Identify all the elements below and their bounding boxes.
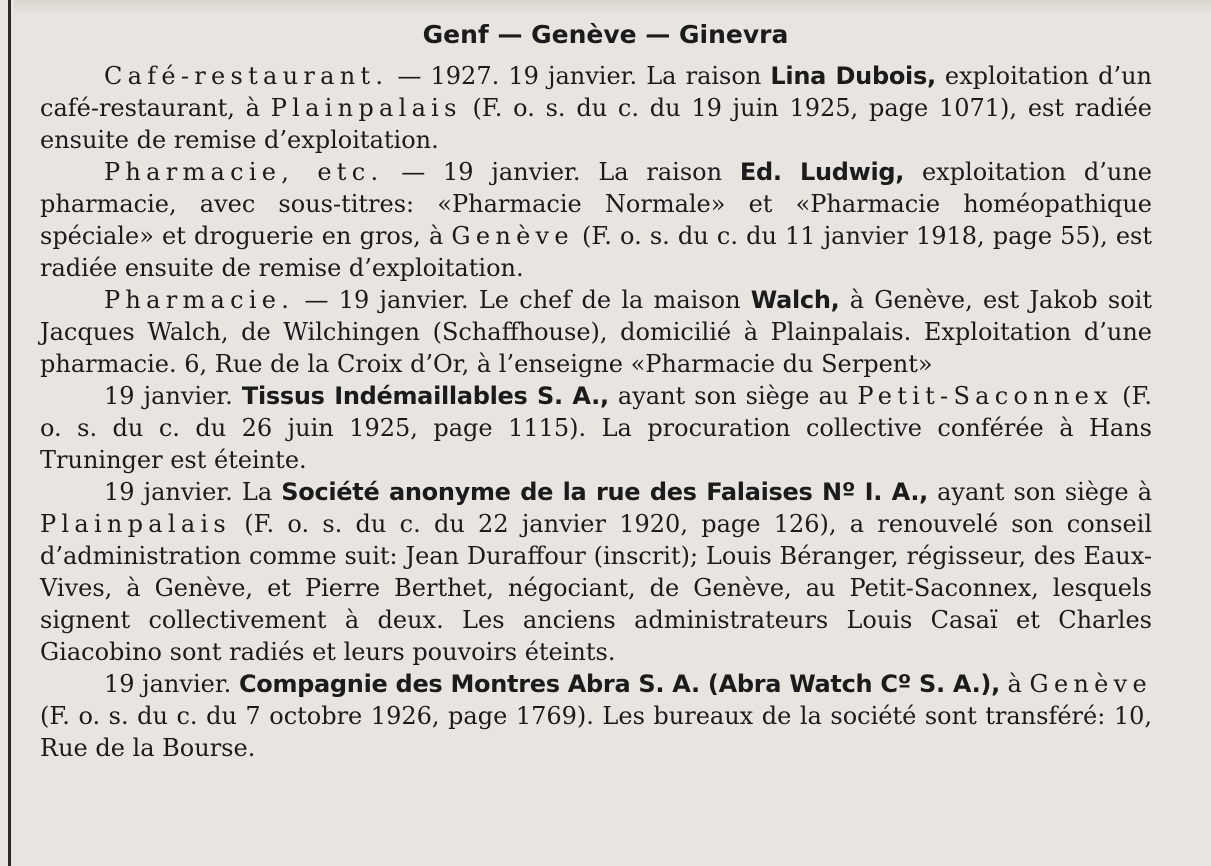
entry-text: exploitation d’une pharmacie, avec sous-titres: «Pharmacie Normale» et «Pharmacie homéopathique spéciale» et droguerie en gros, à xyxy=(40,158,1152,250)
firm-name: Lina Dubois, xyxy=(770,62,936,90)
firm-name: Ed. Ludwig, xyxy=(739,158,905,186)
entry-pharmacie-ludwig xyxy=(40,156,1152,284)
entry-pharmacie-walch xyxy=(40,284,1152,380)
entry-lead: 19 janvier. xyxy=(104,670,239,698)
entry-text: à Genève, est Jakob soit Jacques Walch, de Wilchingen (Schaffhouse), domicilié à Plainpalais. Exploitation d’une pharmacie. 6, Rue de la Croix d’Or, à l’enseigne «Pharmacie du Serpent» xyxy=(40,286,1152,378)
entry-topic: Pharmacie, etc. xyxy=(104,158,384,186)
entry-place: Plainpalais xyxy=(270,94,462,122)
entry-place: Genève xyxy=(451,222,574,250)
entry-societe-falaises xyxy=(40,476,1152,668)
entry-text: ayant son siège à xyxy=(927,478,1153,506)
entry-lead: — 1927. 19 janvier. La raison xyxy=(388,62,771,90)
firm-name: Tissus Indémaillables S. A., xyxy=(241,382,609,410)
entry-lead: 19 janvier. xyxy=(104,382,242,410)
entry-text: (F. o. s. du c. du 26 juin 1925, page 1115). La procuration collective conférée à Hans Truninger est éteinte. xyxy=(40,382,1153,474)
entry-text: ayant son siège au xyxy=(608,382,858,410)
page-edge-rule xyxy=(8,0,11,866)
entry-lead: 19 janvier. La xyxy=(104,478,282,506)
entry-text: (F. o. s. du c. du 22 janvier 1920, page 126), a renouvelé son conseil d’administration comme suit: Jean Duraffour (inscrit); Louis Béranger, régisseur, des Eaux-Vives, à Genève, et Pierre Berthet, négociant, de Genève, au Petit-Saconnex, lesquels signent collectivement à deux. Les anciens administrateurs Louis Casaï et Charles Giacobino sont radiés et leurs pouvoirs éteints. xyxy=(40,510,1152,666)
section-heading: Genf — Genève — Ginevra xyxy=(422,20,789,49)
entry-cafe-restaurant xyxy=(40,60,1152,156)
entry-topic: Pharmacie. xyxy=(104,286,295,314)
entry-place: Plainpalais xyxy=(40,510,231,538)
entry-text: exploitation d’un café-restaurant, à xyxy=(40,62,1152,122)
entry-lead: — 19 janvier. Le chef de la maison xyxy=(294,286,751,314)
registry-entries xyxy=(40,60,1152,764)
firm-name: Société anonyme de la rue des Falaises Nº I. A., xyxy=(281,478,928,506)
entry-text: à xyxy=(999,670,1030,698)
entry-montres-abra xyxy=(40,668,1152,764)
firm-name: Compagnie des Montres Abra S. A. (Abra Watch Cº S. A.), xyxy=(238,670,1000,698)
entry-place: Petit-Saconnex xyxy=(857,382,1113,410)
entry-tissus-indemaillables xyxy=(40,380,1152,476)
entry-text: (F. o. s. du c. du 19 juin 1925, page 1071), est radiée ensuite de remise d’exploitation. xyxy=(40,94,1152,154)
entry-place: Genève xyxy=(1029,670,1152,698)
entry-text: (F. o. s. du c. du 11 janvier 1918, page 55), est radiée ensuite de remise d’exploitation. xyxy=(40,222,1152,282)
entry-lead: — 19 janvier. La raison xyxy=(383,158,740,186)
top-bleed-strip xyxy=(14,0,1211,14)
firm-name: Walch, xyxy=(750,286,840,314)
entry-text: (F. o. s. du c. du 7 octobre 1926, page 1769). Les bureaux de la société sont transféré: 10, Rue de la Bourse. xyxy=(40,702,1152,762)
entry-topic: Café-restaurant. xyxy=(104,62,389,90)
